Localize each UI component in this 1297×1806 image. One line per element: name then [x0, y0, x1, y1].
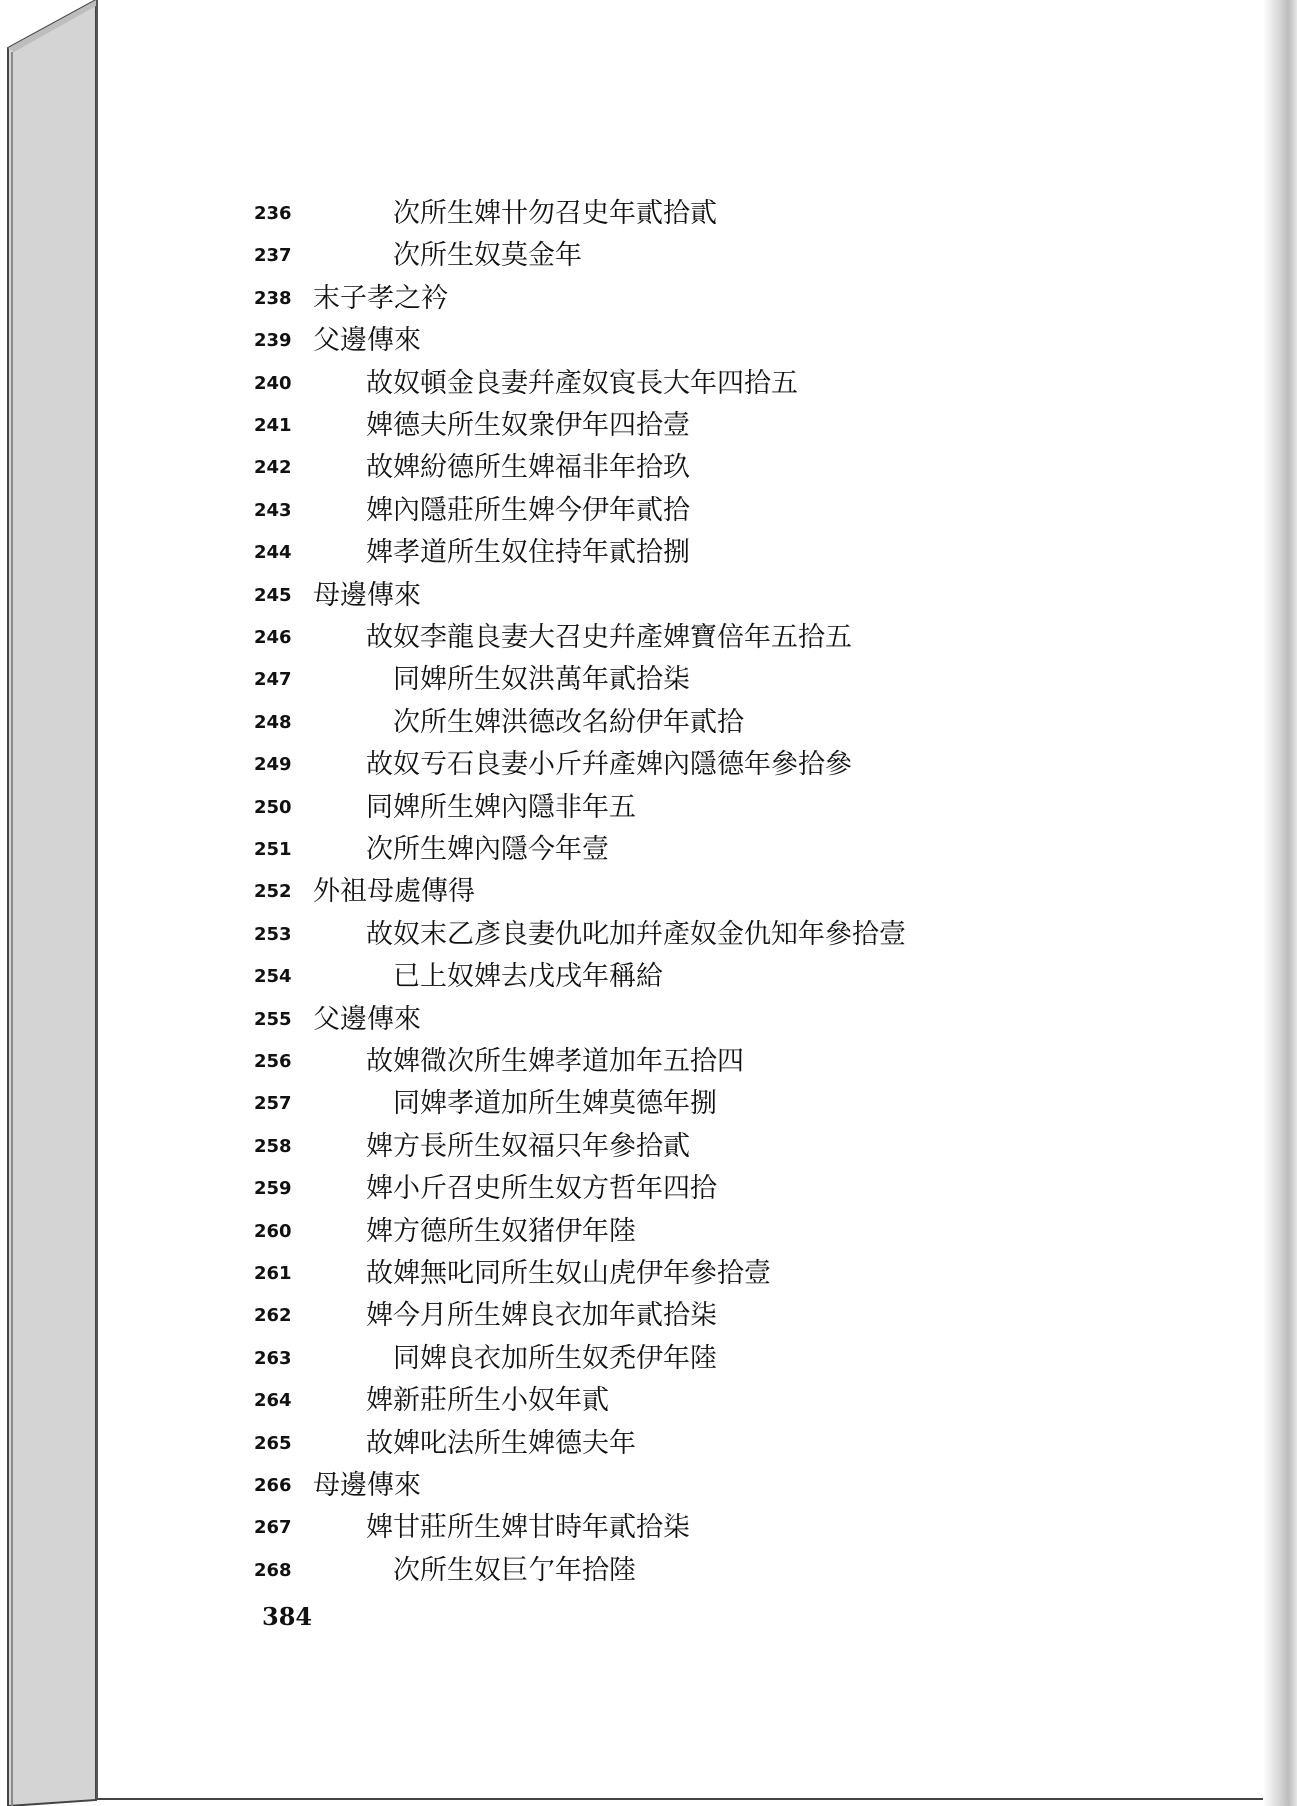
- line-number: 257: [254, 1093, 292, 1115]
- line-text: 母邊傳來: [313, 579, 421, 611]
- text-line: [0, 364, 1297, 404]
- text-line: [0, 1551, 1297, 1591]
- text-line: [0, 533, 1297, 573]
- text-line: [0, 236, 1297, 276]
- line-number: 240: [254, 372, 292, 394]
- line-number: 252: [254, 881, 292, 903]
- text-line: [0, 279, 1297, 319]
- line-text: 婢孝道所生奴住持年貳拾捌: [366, 537, 690, 569]
- line-text: 同婢所生奴洪萬年貳拾柒: [393, 664, 690, 696]
- text-line: [0, 915, 1297, 955]
- line-text: 故婢㣲次所生婢孝道加年五拾四: [366, 1046, 744, 1077]
- line-number: 268: [254, 1559, 292, 1581]
- line-number: 259: [254, 1178, 292, 1200]
- text-line: [0, 491, 1297, 531]
- line-number: 236: [254, 203, 292, 224]
- line-number: 237: [254, 245, 292, 267]
- text-line: [0, 321, 1297, 361]
- line-text: 父邊傳來: [313, 325, 421, 357]
- text-line: [0, 788, 1297, 828]
- line-number: 241: [254, 415, 292, 436]
- line-number: 250: [254, 796, 292, 818]
- line-text: 故婢叱法所生婢德夫年: [366, 1427, 636, 1459]
- line-number: 244: [254, 542, 292, 564]
- line-number: 263: [254, 1347, 292, 1369]
- line-text: 故奴末乙彥良妻仇叱加幷產奴金仇知年參拾壹: [366, 918, 906, 950]
- line-number: 254: [254, 966, 292, 988]
- line-number: 260: [254, 1220, 292, 1242]
- text-line: [0, 1381, 1297, 1421]
- line-text: 同婢所生婢內隱非年五: [366, 791, 636, 823]
- line-number: 262: [254, 1305, 292, 1327]
- line-text: 外祖母處傳得: [313, 876, 475, 908]
- text-line: [0, 745, 1297, 785]
- line-number: 258: [254, 1135, 292, 1157]
- line-text: 故奴李龍良妻大召史幷產婢寶倍年五拾五: [366, 622, 852, 653]
- line-text: 故婢無叱同所生奴山虎伊年參拾壹: [366, 1258, 771, 1289]
- text-line: [0, 406, 1297, 446]
- text-line: [0, 1466, 1297, 1506]
- line-text: 婢內隱莊所生婢今伊年貳拾: [366, 494, 690, 526]
- text-line: [0, 1127, 1297, 1167]
- line-number: 246: [254, 627, 292, 648]
- page-number: 384: [262, 1602, 313, 1631]
- line-number: 255: [254, 1008, 292, 1030]
- line-text: 末子孝之衿: [313, 282, 448, 314]
- line-number: 249: [254, 754, 292, 776]
- line-text: 母邊傳來: [313, 1470, 421, 1501]
- line-text: 同婢良衣加所生奴禿伊年陸: [393, 1342, 717, 1374]
- text-line: [0, 1254, 1297, 1294]
- line-text: 婢甘莊所生婢甘時年貳拾柒: [366, 1512, 690, 1544]
- text-line: [0, 872, 1297, 912]
- text-line: [0, 830, 1297, 870]
- line-text: 婢新莊所生小奴年貳: [366, 1385, 609, 1417]
- line-text: 婢小斤召史所生奴方哲年四拾: [366, 1173, 717, 1205]
- line-number: 264: [254, 1390, 292, 1412]
- text-line: [0, 576, 1297, 616]
- line-text: 父邊傳來: [313, 1003, 421, 1035]
- text-line: [0, 448, 1297, 488]
- line-text: 同婢孝道加所生婢莫德年捌: [393, 1088, 717, 1120]
- text-line: [0, 1084, 1297, 1124]
- text-line: [0, 1508, 1297, 1548]
- text-line: [0, 194, 1297, 234]
- line-number: 267: [254, 1517, 292, 1539]
- text-line: [0, 1339, 1297, 1379]
- line-text: 婢方長所生奴福只年參拾貳: [366, 1130, 690, 1162]
- line-text: 故奴頓金良妻幷產奴㝗長大年四拾五: [366, 367, 798, 399]
- line-text: 次所生婢內隱今年壹: [366, 834, 609, 865]
- line-number: 239: [254, 330, 292, 352]
- line-text: 故奴亐石良妻小斤幷產婢內隱德年參拾參: [366, 749, 852, 781]
- line-text: 已上奴婢去戊戌年稱給: [393, 961, 663, 993]
- line-text: 婢方德所生奴猪伊年陸: [366, 1215, 636, 1247]
- line-number: 243: [254, 499, 292, 521]
- text-line: [0, 1424, 1297, 1464]
- line-number: 238: [254, 287, 292, 309]
- text-line: [0, 1042, 1297, 1082]
- line-number: 253: [254, 923, 292, 945]
- text-line: [0, 1000, 1297, 1040]
- line-text: 次所生奴莫金年: [393, 240, 582, 272]
- line-number: 242: [254, 457, 292, 479]
- text-line: [0, 957, 1297, 997]
- text-line: [0, 1296, 1297, 1336]
- text-line: [0, 1212, 1297, 1252]
- line-text: 次所生奴巨亇年拾陸: [393, 1554, 636, 1586]
- line-text: 次所生婢卄勿召史年貳拾貳: [393, 198, 717, 229]
- line-number: 248: [254, 711, 292, 733]
- line-text: 故婢紛德所生婢福非年拾玖: [366, 452, 690, 484]
- line-number: 256: [254, 1051, 292, 1072]
- text-line: [0, 660, 1297, 700]
- line-number: 266: [254, 1475, 292, 1496]
- line-text: 婢今月所生婢良衣加年貳拾柒: [366, 1300, 717, 1332]
- text-line: [0, 703, 1297, 743]
- line-text: 婢德夫所生奴衆伊年四拾壹: [366, 410, 690, 441]
- line-number: 245: [254, 584, 292, 606]
- line-number: 265: [254, 1432, 292, 1454]
- text-line: [0, 1169, 1297, 1209]
- line-number: 261: [254, 1263, 292, 1284]
- line-number: 247: [254, 669, 292, 691]
- line-text: 次所生婢洪德改名紛伊年貳拾: [393, 706, 744, 738]
- line-number: 251: [254, 839, 292, 860]
- text-line: [0, 618, 1297, 658]
